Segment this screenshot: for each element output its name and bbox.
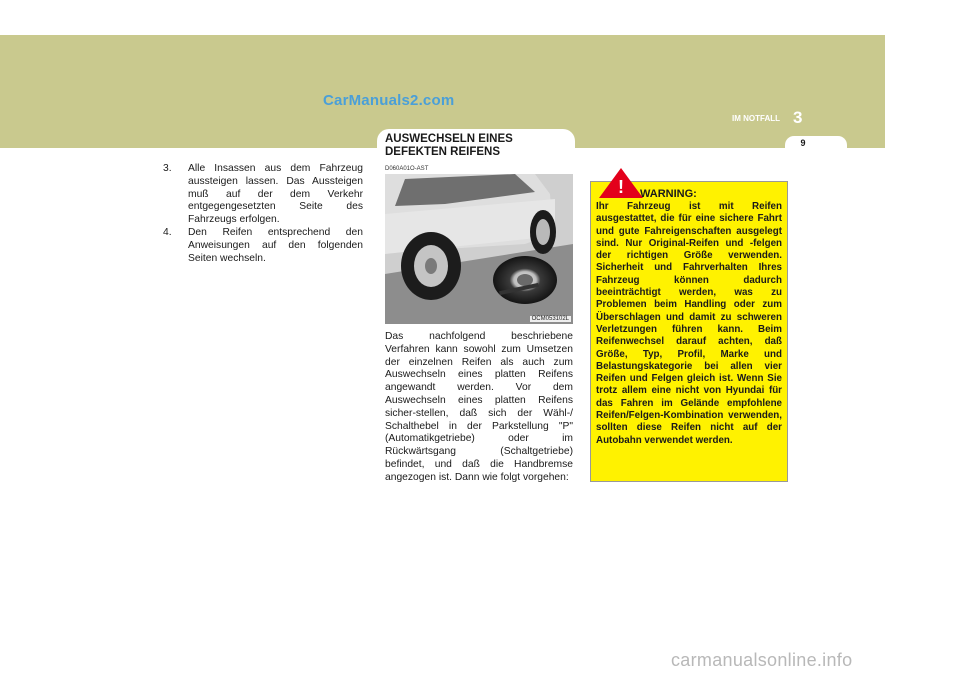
step-list [163,163,363,265]
step-number: 4. [163,226,172,238]
section-number: 3 [793,108,803,127]
step-number: 3. [163,163,172,174]
warning-symbol: ! [618,177,624,197]
heading-line: DEFEKTEN REIFENS [385,146,501,158]
warning-text: Ihr Fahrzeug ist mit Reifen ausgestattet, die für eine sichere Fahrt und gute Fahreigenschaften ausgelegt sind. Nur Original-Reifen und -felgen der richtigen Größe verwenden. Sicherheit und Fahrverhalten Ihres Fahrzeug können dadurch beeinträchtigt werden, was zu Problemen beim Handling oder zum Überschlagen und damit zu schweren Verletzungen führen kann. Beim Reifenwechsel darauf achten, daß Größe, Typ, Profil, Marke und Belastungskategorie bei allen vier Reifen und Felgen gleich ist. Wenn Sie trotz allem eine nicht von Hyundai für das Fahren im Gelände empfohlene Reifen/Felgen-Kombination verwenden, sollten diese Reifen nicht auf der Autobahn verwendet werden. [596,201,782,446]
car-and-spare-tire-illustration [385,174,573,324]
page-number: 9 [800,138,806,148]
site-watermark[interactable]: CarManuals2.com [323,92,455,109]
heading-line: AUSWECHSELN EINES [385,133,513,145]
photo-id: OCM053102L [531,316,569,322]
section-heading [385,133,575,159]
warning-title: WARNING: [640,188,697,200]
step-text: Alle Insassen aus dem Fahrzeug aussteigen lassen. Das Aussteigen muß auf der dem Verkehr entgegengesetzten Seite des Fahrzeugs erfolgen. [188,163,363,226]
reference-code: D060A01O-AST [385,166,429,172]
procedure-paragraph: Das nachfolgend beschriebene Verfahren kann sowohl zum Umsetzen der einzelnen Reifen als auch zum Auswechseln eines platten Reifens angewandt werden. Vor dem Auswechseln eines platten Reifens sicher-stellen, daß sich der Wähl-/ Schalthebel in der Parkstellung "P" (Automatikgetriebe) oder im Rückwärtsgang (Schaltgetriebe) befindet, und daß die Handbremse angezogen ist. Dann wie folgt vorgehen: [385,331,573,483]
tire-change-photo [385,174,573,324]
section-label: IM NOTFALL [732,114,780,123]
footer-watermark[interactable]: carmanualsonline.info [671,650,853,670]
step-text: Den Reifen entsprechend den Anweisungen auf den folgenden Seiten wechseln. [188,226,363,264]
list-item [163,163,363,227]
warning-triangle-icon [598,167,644,199]
list-item [163,227,363,265]
